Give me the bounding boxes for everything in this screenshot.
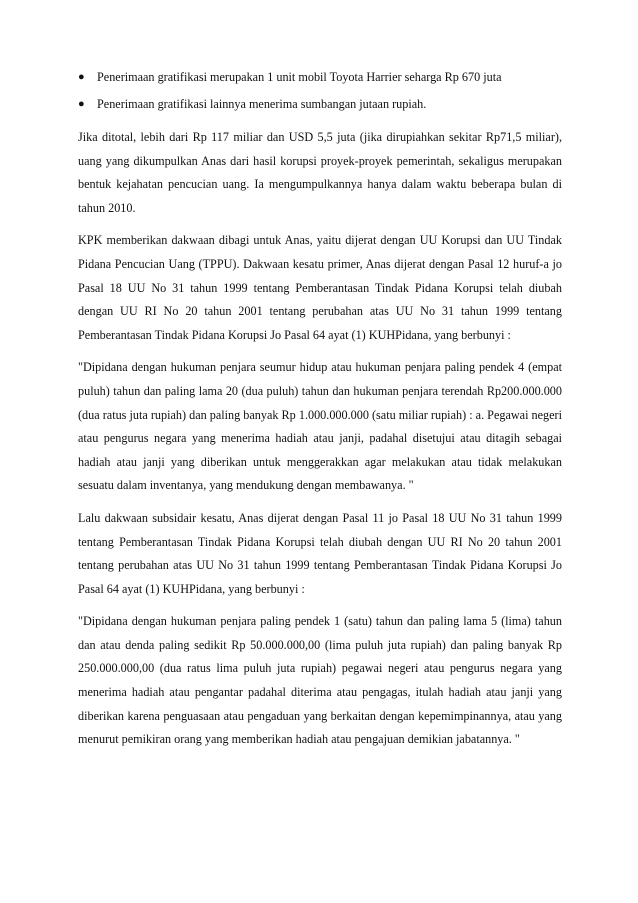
paragraph-subsidiary: Lalu dakwaan subsidair kesatu, Anas dijerat dengan Pasal 11 jo Pasal 18 UU No 31 tahun 1999 tentang Pemberantasan Tindak Pidana Korupsi telah diubah dengan UU RI No 20 tahun 2001 tentang perubahan atas UU No 31 tahun 1999 tentang Pemberantasan Tindak Pidana Korupsi Jo Pasal 64 ayat (1) KUHPidana, yang berbunyi : xyxy=(78,510,562,596)
document-body xyxy=(78,126,562,761)
bullet-dot-icon: ● xyxy=(78,71,85,83)
paragraph-quote-primary: "Dipidana dengan hukuman penjara seumur hidup atau hukuman penjara paling pendek 4 (empat puluh) tahun dan paling lama 20 (dua puluh) tahun dan hukuman penjara terendah Rp200.000.000 (dua ratus juta rupiah) dan paling banyak Rp 1.000.000.000 (satu miliar rupiah) : a. Pegawai negeri atau pengurus negara yang menerima hadiah atau janji, padahal disetujui atau ditagih sebagai hadiah atau janji yang diberikan untuk menggerakkan agar melakukan atau tidak melakukan sesuatu dalam inventanya, yang mendukung dengan membawanya. " xyxy=(78,360,562,493)
bullet-dot-icon: ● xyxy=(78,98,85,110)
bullet-list xyxy=(78,64,568,118)
bullet-item xyxy=(78,64,568,91)
paragraph-indictment: KPK memberikan dakwaan dibagi untuk Anas, yaitu dijerat dengan UU Korupsi dan UU Tindak Pidana Pencucian Uang (TPPU). Dakwaan kesatu primer, Anas dijerat dengan Pasal 12 huruf-a jo Pasal 18 UU No 31 tahun 1999 tentang Pemberantasan Tindak Pidana Korupsi telah diubah dengan UU RI No 20 tahun 2001 tentang perubahan atas UU No 31 tahun 1999 tentang Pemberantasan Tindak Pidana Korupsi Jo Pasal 64 ayat (1) KUHPidana, yang berbunyi : xyxy=(78,233,562,342)
paragraph-quote-subsidiary: "Dipidana dengan hukuman penjara paling pendek 1 (satu) tahun dan paling lama 5 (lima) tahun dan atau denda paling sedikit Rp 50.000.000,00 (lima puluh juta rupiah) dan paling banyak Rp 250.000.000,00 (dua ratus lima puluh juta rupiah) pegawai negeri atau pengurus negara yang menerima hadiah atau pengantar padahal diterima atau pengagas, itulah hadiah atau janji yang diberikan karena penguasaan atau pengaduan yang berkaitan dengan kepemimpinannya, atau yang menurut pemikiran orang yang memberikan hadiah atau pengajuan demikian jabatannya. " xyxy=(78,614,562,747)
bullet-text: Penerimaan gratifikasi merupakan 1 unit mobil Toyota Harrier seharga Rp 670 juta xyxy=(97,70,502,84)
paragraph-total-amount: Jika ditotal, lebih dari Rp 117 miliar dan USD 5,5 juta (jika dirupiahkan sekitar Rp71,5 miliar), uang yang dikumpulkan Anas dari hasil korupsi proyek-proyek pemerintah, sekaligus merupakan bentuk kejahatan pencucian uang. Ia mengumpulkannya hanya dalam waktu beberapa bulan di tahun 2010. xyxy=(78,130,562,215)
bullet-item xyxy=(78,91,568,118)
bullet-text: Penerimaan gratifikasi lainnya menerima sumbangan jutaan rupiah. xyxy=(97,97,427,111)
